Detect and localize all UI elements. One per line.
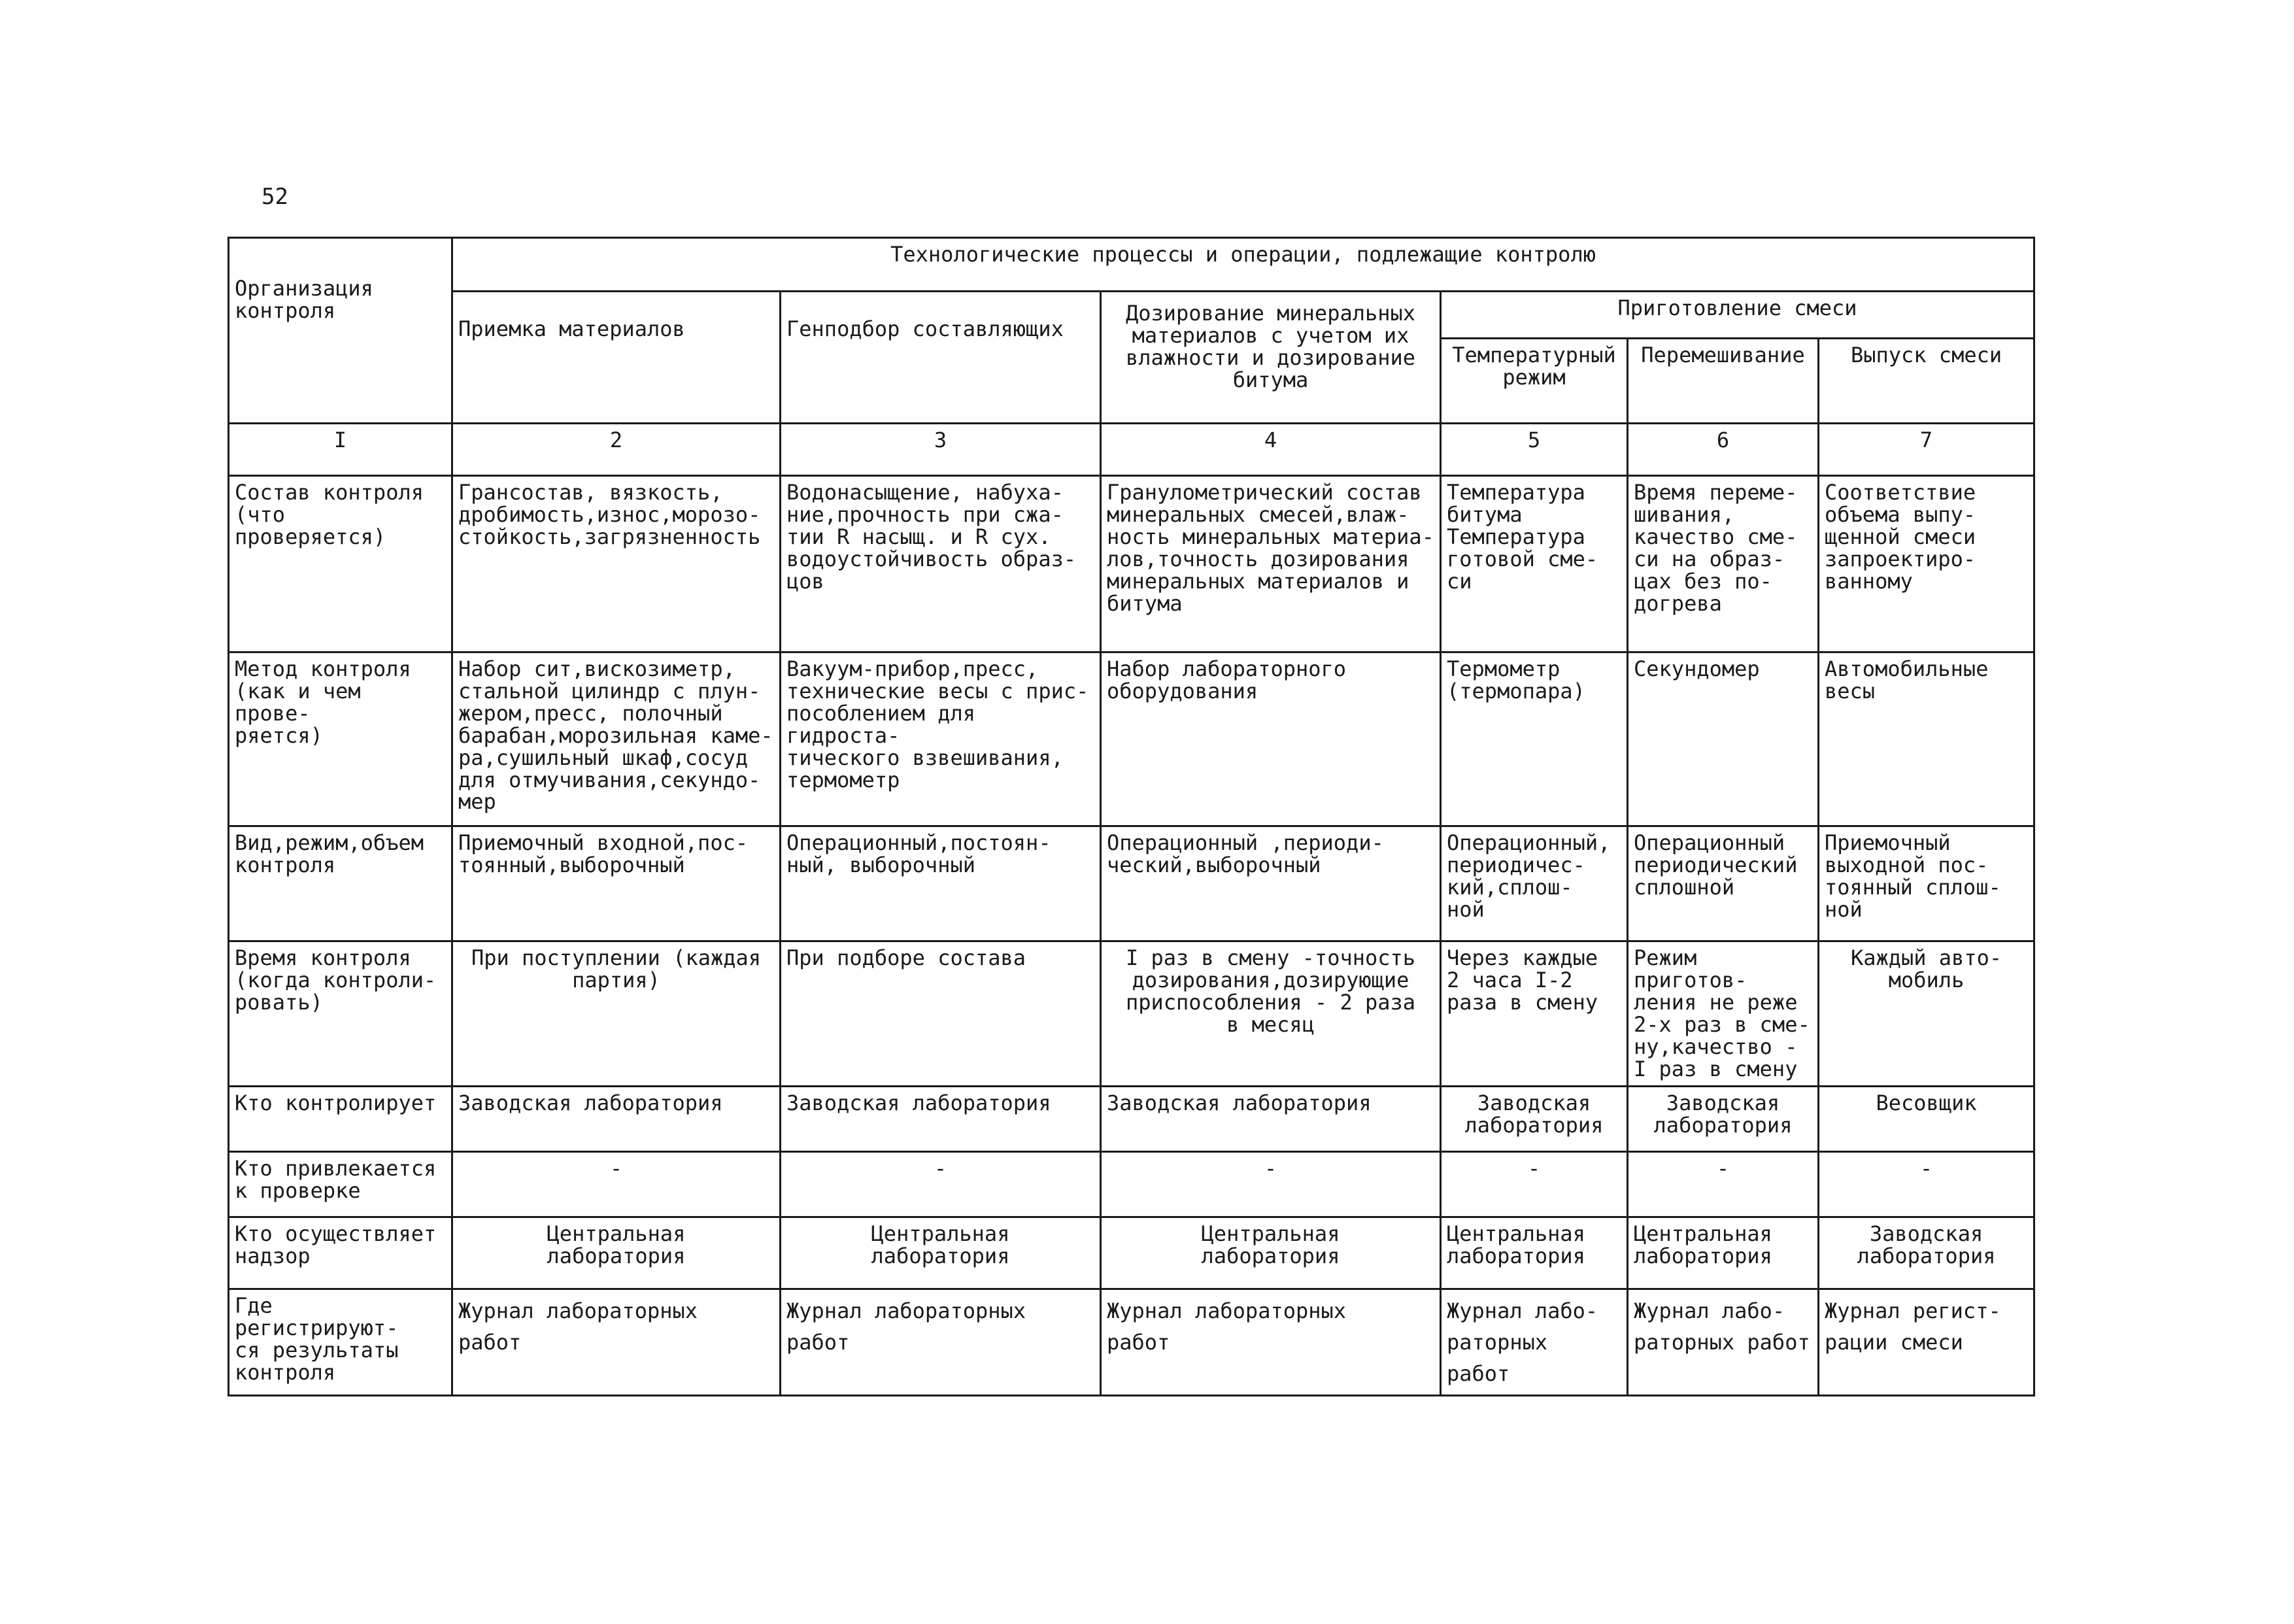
table-cell: Автомобильные весы — [1819, 652, 2034, 826]
table-cell: Соответствие объема выпу- щенной смеси запроектиро- ванному — [1819, 476, 2034, 652]
row-head-who-controls: Кто контролирует — [229, 1087, 452, 1152]
table-cell: - — [1628, 1152, 1819, 1217]
row-head-control-time: Время контроля (когда контроли- ровать) — [229, 941, 452, 1087]
table-row — [229, 476, 2034, 652]
table-cell: I раз в смену -точность дозирования,дозирующие приспособления - 2 раза в месяц — [1101, 941, 1441, 1087]
table-cell: Журнал лабораторных работ — [452, 1289, 781, 1396]
table-cell: - — [1819, 1152, 2034, 1217]
header-acceptance-of-materials: Приемка материалов — [452, 292, 781, 424]
table-cell: Журнал лабораторных работ — [781, 1289, 1101, 1396]
table-cell: Журнал лабораторных работ — [1101, 1289, 1441, 1396]
table-cell: Набор сит,вискозиметр, стальной цилиндр с плун- жером,пресс, полочный барабан,морозильная каме- ра,сушильный шкаф,сосуд для отмучивания,секундо- мер — [452, 652, 781, 826]
column-number-5: 5 — [1441, 424, 1628, 476]
table-cell: Грансостав, вязкость, дробимость,износ,морозо- стойкость,загрязненность — [452, 476, 781, 652]
table-cell: Заводская лаборатория — [1819, 1217, 2034, 1289]
table-cell: При поступлении (каждая партия) — [452, 941, 781, 1087]
table-row — [229, 826, 2034, 941]
table-cell: Время переме- шивания, качество сме- си на образ- цах без по- догрева — [1628, 476, 1819, 652]
table-cell: Режим приготов- ления не реже 2-х раз в сме- ну,качество - I раз в смену — [1628, 941, 1819, 1087]
header-mix-preparation: Приготовление смеси — [1441, 292, 2034, 339]
header-composition-selection: Генподбор составляющих — [781, 292, 1101, 424]
table-row — [229, 1217, 2034, 1289]
row-head-control-method: Метод контроля (как и чем прове- ряется) — [229, 652, 452, 826]
header-temperature-mode: Температурный режим — [1441, 339, 1628, 424]
page-number: 52 — [261, 184, 288, 210]
table-cell: При подборе состава — [781, 941, 1101, 1087]
table-cell: Центральная лаборатория — [1101, 1217, 1441, 1289]
header-mix-release: Выпуск смеси — [1819, 339, 2034, 424]
row-head-registration: Где регистрируют- ся результаты контроля — [229, 1289, 452, 1396]
table-cell: Секундомер — [1628, 652, 1819, 826]
table-cell: Заводская лаборатория — [452, 1087, 781, 1152]
table-row — [229, 1152, 2034, 1217]
table-row — [229, 1087, 2034, 1152]
table-cell: Термометр (термопара) — [1441, 652, 1628, 826]
table-cell: Вакуум-прибор,пресс, технические весы с прис- пособлением для гидроста- тического взвешивания, термометр — [781, 652, 1101, 826]
table-cell: Приемочный выходной пос- тоянный сплош- ной — [1819, 826, 2034, 941]
table-cell: - — [452, 1152, 781, 1217]
table-cell: Заводская лаборатория — [1441, 1087, 1628, 1152]
table-cell: Журнал лабо- раторных работ — [1628, 1289, 1819, 1396]
row-head-who-involved: Кто привлекается к проверке — [229, 1152, 452, 1217]
table-cell: Весовщик — [1819, 1087, 2034, 1152]
table-cell: Водонасыщение, набуха- ние,прочность при сжа- тии R насыщ. и R сух. водоустойчивость образ- цов — [781, 476, 1101, 652]
table-cell: - — [1441, 1152, 1628, 1217]
row-head-supervision: Кто осуществляет надзор — [229, 1217, 452, 1289]
column-number-4: 4 — [1101, 424, 1441, 476]
table-cell: Операционный,постоян- ный, выборочный — [781, 826, 1101, 941]
table-cell: Температура битума Температура готовой сме- си — [1441, 476, 1628, 652]
header-dosing-materials: Дозирование минеральных материалов с учетом их влажности и дозирование битума — [1101, 292, 1441, 424]
table-cell: Центральная лаборатория — [781, 1217, 1101, 1289]
column-number-7: 7 — [1819, 424, 2034, 476]
header-organization-of-control: Организация контроля — [229, 238, 452, 424]
table-row — [229, 652, 2034, 826]
column-number-2: 2 — [452, 424, 781, 476]
table-cell: Гранулометрический состав минеральных смесей,влаж- ность минеральных материа- лов,точность дозирования минеральных материалов и битума — [1101, 476, 1441, 652]
table-cell: - — [781, 1152, 1101, 1217]
table-cell: Операционный периодический сплошной — [1628, 826, 1819, 941]
table-cell: Журнал регист- рации смеси — [1819, 1289, 2034, 1396]
table-cell: Заводская лаборатория — [1628, 1087, 1819, 1152]
table-cell: Центральная лаборатория — [1628, 1217, 1819, 1289]
table-cell: Приемочный входной,пос- тоянный,выборочный — [452, 826, 781, 941]
control-organization-table — [228, 237, 2035, 1396]
column-number-3: 3 — [781, 424, 1101, 476]
table-cell: Каждый авто- мобиль — [1819, 941, 2034, 1087]
table-cell: Набор лабораторного оборудования — [1101, 652, 1441, 826]
column-number-1: I — [229, 424, 452, 476]
table-cell: Через каждые 2 часа I-2 раза в смену — [1441, 941, 1628, 1087]
table-row — [229, 1289, 2034, 1396]
table-row — [229, 941, 2034, 1087]
table-cell: Заводская лаборатория — [781, 1087, 1101, 1152]
table-cell: Журнал лабо- раторных работ — [1441, 1289, 1628, 1396]
table-cell: Центральная лаборатория — [1441, 1217, 1628, 1289]
row-head-control-content: Состав контроля (что проверяется) — [229, 476, 452, 652]
table-cell: Центральная лаборатория — [452, 1217, 781, 1289]
header-technological-processes: Технологические процессы и операции, подлежащие контролю — [452, 238, 2034, 292]
row-head-control-type: Вид,режим,объем контроля — [229, 826, 452, 941]
table-cell: - — [1101, 1152, 1441, 1217]
column-number-6: 6 — [1628, 424, 1819, 476]
table-cell: Операционный, периодичес- кий,сплош- ной — [1441, 826, 1628, 941]
table-cell: Операционный ,периоди- ческий,выборочный — [1101, 826, 1441, 941]
table-cell: Заводская лаборатория — [1101, 1087, 1441, 1152]
header-mixing: Перемешивание — [1628, 339, 1819, 424]
